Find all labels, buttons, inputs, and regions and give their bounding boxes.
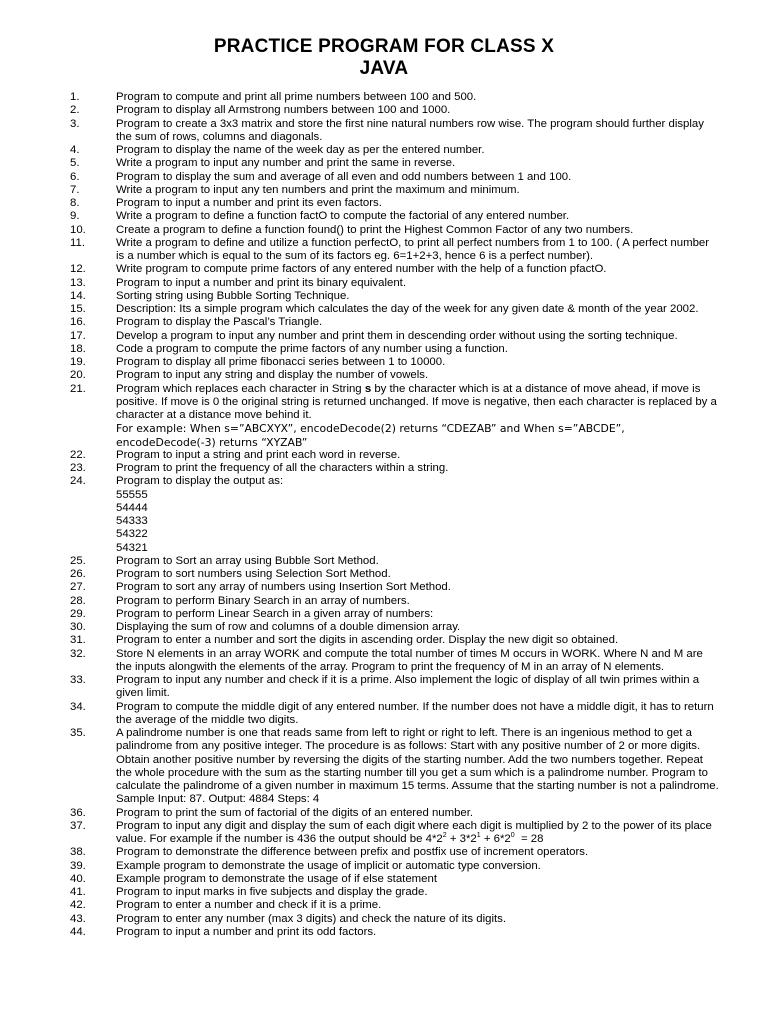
item-number: 21. [70, 382, 86, 395]
list-item [70, 555, 720, 568]
item-number: 35. [70, 727, 86, 739]
output-line: 54444 [116, 501, 148, 514]
item-text: Program to create a 3x3 matrix and store the first nine natural numbers row wise. The program should further display the sum of rows, columns and diagonals. [116, 117, 704, 143]
item-text: Program to enter a number and check if it is a prime. [116, 899, 382, 912]
list-item [70, 886, 720, 899]
item-text-part: = 28 [514, 833, 544, 845]
item-example: For example: When s=”ABCXYX”, encodeDecode(2) returns “CDEZAB” and When s=”ABCDE”, encodeDecode(-3) returns “XYZAB” [116, 422, 625, 449]
item-number: 27. [70, 581, 86, 594]
item-number: 32. [70, 647, 86, 660]
list-item [70, 303, 720, 316]
list-item [70, 210, 720, 223]
item-number: 9. [70, 210, 80, 223]
item-text: Program to display the sum and average of all even and odd numbers between 1 and 100. [116, 170, 572, 183]
item-text: Store N elements in an array WORK and compute the total number of times M occurs in WORK. Where N and M are the inputs alongwith the elements of the array. Program to print the frequency of M in an array of N elements. [116, 647, 703, 673]
output-line: 54322 [116, 528, 148, 541]
list-item [70, 449, 720, 462]
item-number: 8. [70, 197, 80, 209]
list-item [70, 727, 720, 807]
item-text: Description: Its a simple program which calculates the day of the week for any given date & month of the year 2002. [116, 303, 699, 315]
program-list [70, 91, 720, 939]
item-text: Write a program to define and utilize a function perfectO, to print all perfect numbers from 1 to 100. ( A perfect number is a number which is equal to the sum of its factors eg. 6=1+2+3, hence 6 is a perfect number). [116, 236, 710, 262]
item-number: 42. [70, 899, 86, 912]
list-item [70, 144, 720, 157]
item-text: Program to display all Armstrong numbers between 100 and 1000. [116, 104, 451, 117]
item-text: Program to input a number and print its binary equivalent. [116, 276, 406, 289]
document-title: PRACTICE PROGRAM FOR CLASS X [213, 36, 555, 57]
item-text: Develop a program to input any number and print them in descending order without using the sorting technique. [116, 329, 678, 342]
item-number: 15. [70, 303, 86, 315]
item-number: 13. [70, 276, 86, 289]
item-number: 11. [70, 236, 85, 249]
item-number: 28. [70, 594, 86, 607]
item-text: Write a program to input any number and print the same in reverse. [116, 157, 456, 170]
item-text: Sorting string using Bubble Sorting Technique. [116, 289, 350, 302]
item-number: 7. [70, 183, 80, 196]
output-line: 54321 [116, 541, 148, 554]
item-number: 17. [70, 329, 86, 342]
list-item [70, 224, 720, 237]
item-number: 19. [70, 356, 86, 368]
list-item [70, 899, 720, 912]
item-number: 29. [70, 607, 86, 620]
list-item [70, 873, 720, 886]
item-number: 23. [70, 462, 86, 474]
list-item [70, 184, 720, 197]
item-text: Program to input any number and check if it is a prime. Also implement the logic of display of all twin primes within a given limit. [116, 674, 700, 700]
output-line: 54333 [116, 515, 148, 527]
list-item [70, 634, 720, 647]
item-number: 44. [70, 925, 86, 938]
superscript: 0 [510, 832, 515, 840]
item-number: 41. [70, 886, 86, 898]
item-text-bold: s [364, 382, 372, 395]
item-number: 39. [70, 859, 86, 872]
item-text: Program to enter any number (max 3 digits) and check the nature of its digits. [116, 912, 507, 925]
item-number: 31. [70, 634, 86, 647]
item-text: Example program to demonstrate the usage of if else statement [116, 872, 438, 885]
list-item [70, 290, 720, 303]
item-text: Write a program to define a function factO to compute the factorial of any entered number. [116, 210, 570, 223]
list-item [70, 157, 720, 170]
item-text: Program to input any string and display the number of vowels. [116, 369, 429, 382]
item-text: Example program to demonstrate the usage of implicit or automatic type conversion. [116, 859, 541, 872]
item-number: 43. [70, 912, 86, 925]
item-text-part: + 6*2 [480, 833, 511, 845]
superscript: 1 [476, 832, 481, 840]
item-text: Program to display the Pascal’s Triangle. [116, 316, 323, 329]
item-text [116, 475, 720, 555]
list-item [70, 648, 720, 675]
item-number: 26. [70, 568, 86, 580]
list-item [70, 913, 720, 926]
list-item [70, 330, 720, 343]
list-item [70, 237, 720, 264]
list-item [70, 621, 720, 634]
item-number: 16. [70, 316, 86, 329]
item-text: Program to demonstrate the difference between prefix and postfix use of increment operators. [116, 846, 589, 859]
item-text: A palindrome number is one that reads same from left to right or right to left. There is an ingenious method to get a palindrome from any positive integer. The procedure is as follows: Start with any positive number of 2 or more digits. Obtain another positive number by reversing the digits of the starting number. Add the two numbers together. Repeat the whole procedure with the sum as the starting number till you get a sum which is a palindrome number. Program to calculate the palindrome of a given number in maximum 15 terms. Assume that the starting number is not a palindrome. Sample Input: 87. Output: 4884 Steps: 4 [116, 727, 719, 806]
output-line: 55555 [116, 488, 148, 501]
item-number: 22. [70, 448, 86, 461]
item-number: 10. [70, 223, 86, 236]
item-text: Create a program to define a function found() to print the Highest Common Factor of any two numbers. [116, 223, 634, 236]
item-text: Program to compute the middle digit of any entered number. If the number does not have a middle digit, it has to return the average of the middle two digits. [116, 700, 714, 726]
item-text: Program to input a number and print its even factors. [116, 197, 382, 209]
item-text: Program to Sort an array using Bubble Sort Method. [116, 554, 379, 567]
list-item [70, 807, 720, 820]
list-item [70, 475, 720, 555]
list-item [70, 926, 720, 939]
document-subtitle: JAVA [359, 58, 409, 79]
item-text [116, 383, 720, 449]
item-number: 33. [70, 674, 86, 686]
item-text: Program to enter a number and sort the digits in ascending order. Display the new digit so obtained. [116, 634, 619, 647]
item-number: 20. [70, 369, 86, 382]
list-item [70, 277, 720, 290]
list-item [70, 860, 720, 873]
item-number: 38. [70, 846, 86, 859]
item-number: 4. [70, 144, 80, 156]
item-text: Program to display all prime fibonacci series between 1 to 10000. [116, 356, 446, 368]
item-number: 24. [70, 475, 86, 488]
item-text: Program to print the sum of factorial of the digits of an entered number. [116, 806, 474, 819]
item-text: Program to input a number and print its odd factors. [116, 925, 377, 938]
item-number: 34. [70, 700, 86, 713]
item-text: Program to compute and print all prime numbers between 100 and 500. [116, 91, 477, 103]
list-item [70, 701, 720, 728]
item-text [116, 820, 720, 847]
list-item [70, 608, 720, 621]
list-item [70, 820, 720, 847]
item-text: Program to perform Linear Search in a given array of numbers: [116, 607, 434, 620]
list-item [70, 343, 720, 356]
item-number: 18. [70, 342, 86, 355]
list-item [70, 356, 720, 369]
item-number: 1. [70, 91, 80, 103]
list-item [70, 846, 720, 859]
list-item [70, 316, 720, 329]
item-text: Program to input marks in five subjects and display the grade. [116, 886, 428, 898]
item-text: Program to display the name of the week day as per the entered number. [116, 144, 485, 156]
item-text: Code a program to compute the prime factors of any number using a function. [116, 342, 508, 355]
list-item [70, 263, 720, 276]
item-text-part: Program which replaces each character in String [116, 382, 365, 395]
item-number: 14. [70, 289, 86, 302]
list-item [70, 595, 720, 608]
superscript: 2 [442, 832, 447, 840]
list-item [70, 104, 720, 117]
item-number: 5. [70, 157, 80, 170]
item-number: 36. [70, 806, 86, 819]
item-text: Program to perform Binary Search in an array of numbers. [116, 594, 410, 607]
list-item [70, 383, 720, 449]
item-number: 3. [70, 117, 80, 130]
item-number: 2. [70, 104, 80, 117]
item-number: 40. [70, 872, 86, 885]
item-text-part: + 3*2 [446, 833, 477, 845]
item-text-part: Program to input any digit and display the sum of each digit where each digit is multiplied by 2 to the power of its place value. For example if the number is 436 the output should be 4*2 [116, 819, 712, 845]
item-number: 25. [70, 554, 86, 567]
item-text: Write program to compute prime factors of any entered number with the help of a function pfactO. [116, 263, 607, 276]
list-item [70, 581, 720, 594]
item-number: 6. [70, 170, 80, 183]
item-text-part: by the character which is at a distance of move ahead, if move is positive. If move is 0 the original string is returned unchanged. If move is negative, then each character is replaced by a character at a distance move behind it. [116, 382, 717, 421]
item-text: Write a program to input any ten numbers and print the maximum and minimum. [116, 183, 520, 196]
list-item [70, 91, 720, 104]
list-item [70, 369, 720, 382]
item-text: Displaying the sum of row and columns of a double dimension array. [116, 621, 461, 633]
list-item [70, 674, 720, 701]
list-item [70, 568, 720, 581]
item-number: 12. [70, 263, 86, 276]
item-text: Program to sort any array of numbers using Insertion Sort Method. [116, 581, 451, 594]
item-text: Program to input a string and print each word in reverse. [116, 448, 401, 461]
list-item [70, 462, 720, 475]
item-number: 30. [70, 621, 86, 633]
list-item [70, 171, 720, 184]
item-text: Program to print the frequency of all the characters within a string. [116, 462, 449, 474]
list-item [70, 118, 720, 145]
item-text: Program to sort numbers using Selection Sort Method. [116, 568, 391, 580]
item-text-part: Program to display the output as: [116, 475, 284, 488]
item-number: 37. [70, 819, 86, 832]
list-item [70, 197, 720, 210]
